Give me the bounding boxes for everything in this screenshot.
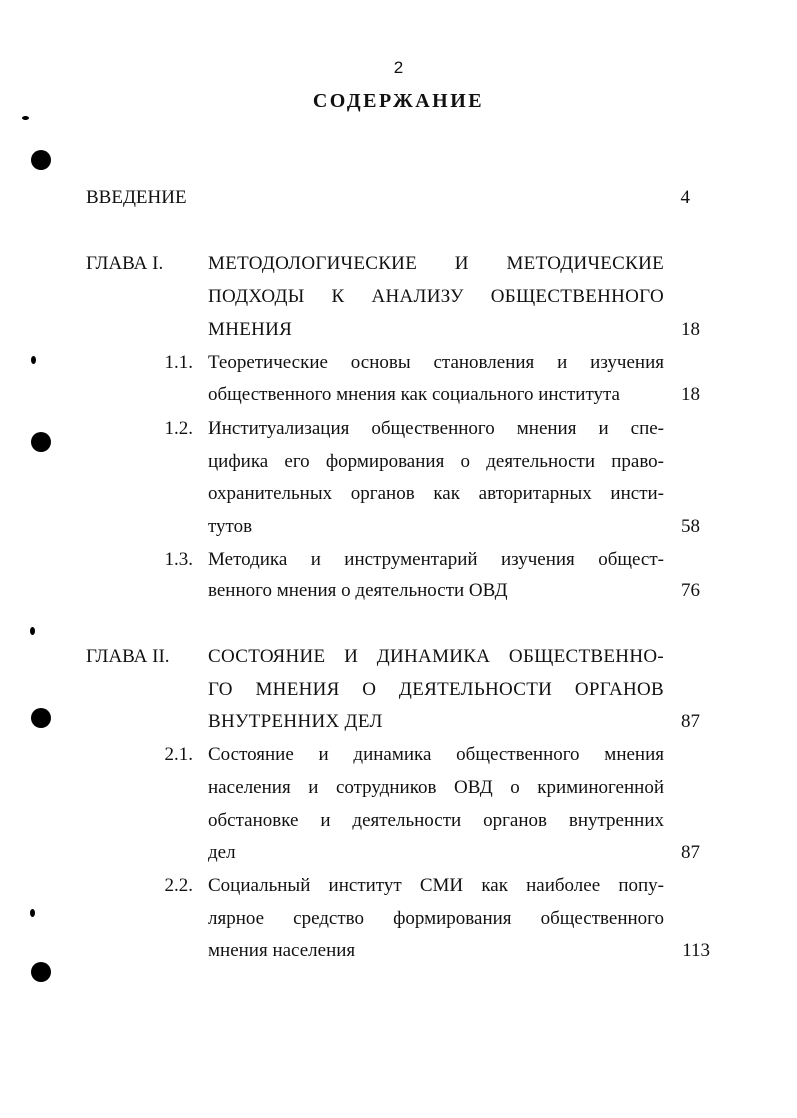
chapter2-title-line: СОСТОЯНИЕ И ДИНАМИКА ОБЩЕСТВЕННО- (208, 646, 664, 667)
binder-hole (31, 432, 51, 452)
section-page: 87 (681, 842, 700, 863)
section-line: Социальный институт СМИ как наиболее попу- (208, 875, 664, 896)
scan-speck (31, 356, 36, 364)
section-number: 2.1. (164, 744, 193, 765)
section-page: 113 (682, 940, 710, 961)
page-title: СОДЕРЖАНИЕ (312, 90, 485, 112)
section-line: Институализация общественного мнения и спе- (208, 418, 664, 439)
section-line: Состояние и динамика общественного мнения (208, 744, 664, 765)
chapter1-title-line: ПОДХОДЫ К АНАЛИЗУ ОБЩЕСТВЕННОГО (208, 286, 664, 307)
section-page: 18 (681, 384, 700, 405)
scan-speck (30, 909, 35, 917)
chapter1-page: 18 (681, 319, 700, 340)
section-line: Методика и инструментарий изучения общест- (208, 549, 664, 570)
chapter1-title-line: МЕТОДОЛОГИЧЕСКИЕ И МЕТОДИЧЕСКИЕ (208, 253, 664, 274)
section-number: 1.2. (164, 418, 193, 439)
page-number: 2 (393, 58, 404, 77)
scan-speck (30, 627, 35, 635)
section-line: дел (208, 842, 236, 863)
intro-label: ВВЕДЕНИЕ (86, 187, 187, 208)
intro-page: 4 (680, 187, 690, 208)
section-line: охранительных органов как авторитарных инсти- (208, 483, 664, 504)
section-line: тутов (208, 516, 253, 537)
section-page: 58 (681, 516, 700, 537)
section-number: 1.3. (164, 549, 193, 570)
chapter1-label: ГЛАВА I. (86, 253, 164, 274)
binder-hole (31, 708, 51, 728)
section-line: лярное средство формирования общественного (208, 908, 664, 929)
binder-hole (31, 150, 51, 170)
chapter2-title-line: ГО МНЕНИЯ О ДЕЯТЕЛЬНОСТИ ОРГАНОВ (208, 679, 664, 700)
scan-speck (22, 116, 29, 120)
chapter2-label: ГЛАВА II. (86, 646, 170, 667)
section-page: 76 (681, 580, 700, 601)
section-number: 2.2. (164, 875, 193, 896)
section-line: общественного мнения как социального института (208, 384, 620, 405)
section-line: обстановке и деятельности органов внутренних (208, 810, 664, 831)
section-line: Теоретические основы становления и изучения (208, 352, 664, 373)
binder-hole (31, 962, 51, 982)
section-line: мнения населения (208, 940, 356, 961)
chapter2-page: 87 (681, 711, 700, 732)
chapter1-title-line: МНЕНИЯ (208, 319, 293, 340)
chapter2-title-line: ВНУТРЕННИХ ДЕЛ (208, 711, 383, 732)
section-line: населения и сотрудников ОВД о криминогенной (208, 777, 664, 798)
section-number: 1.1. (164, 352, 193, 373)
section-line: венного мнения о деятельности ОВД (208, 580, 508, 601)
section-line: цифика его формирования о деятельности право- (208, 451, 664, 472)
